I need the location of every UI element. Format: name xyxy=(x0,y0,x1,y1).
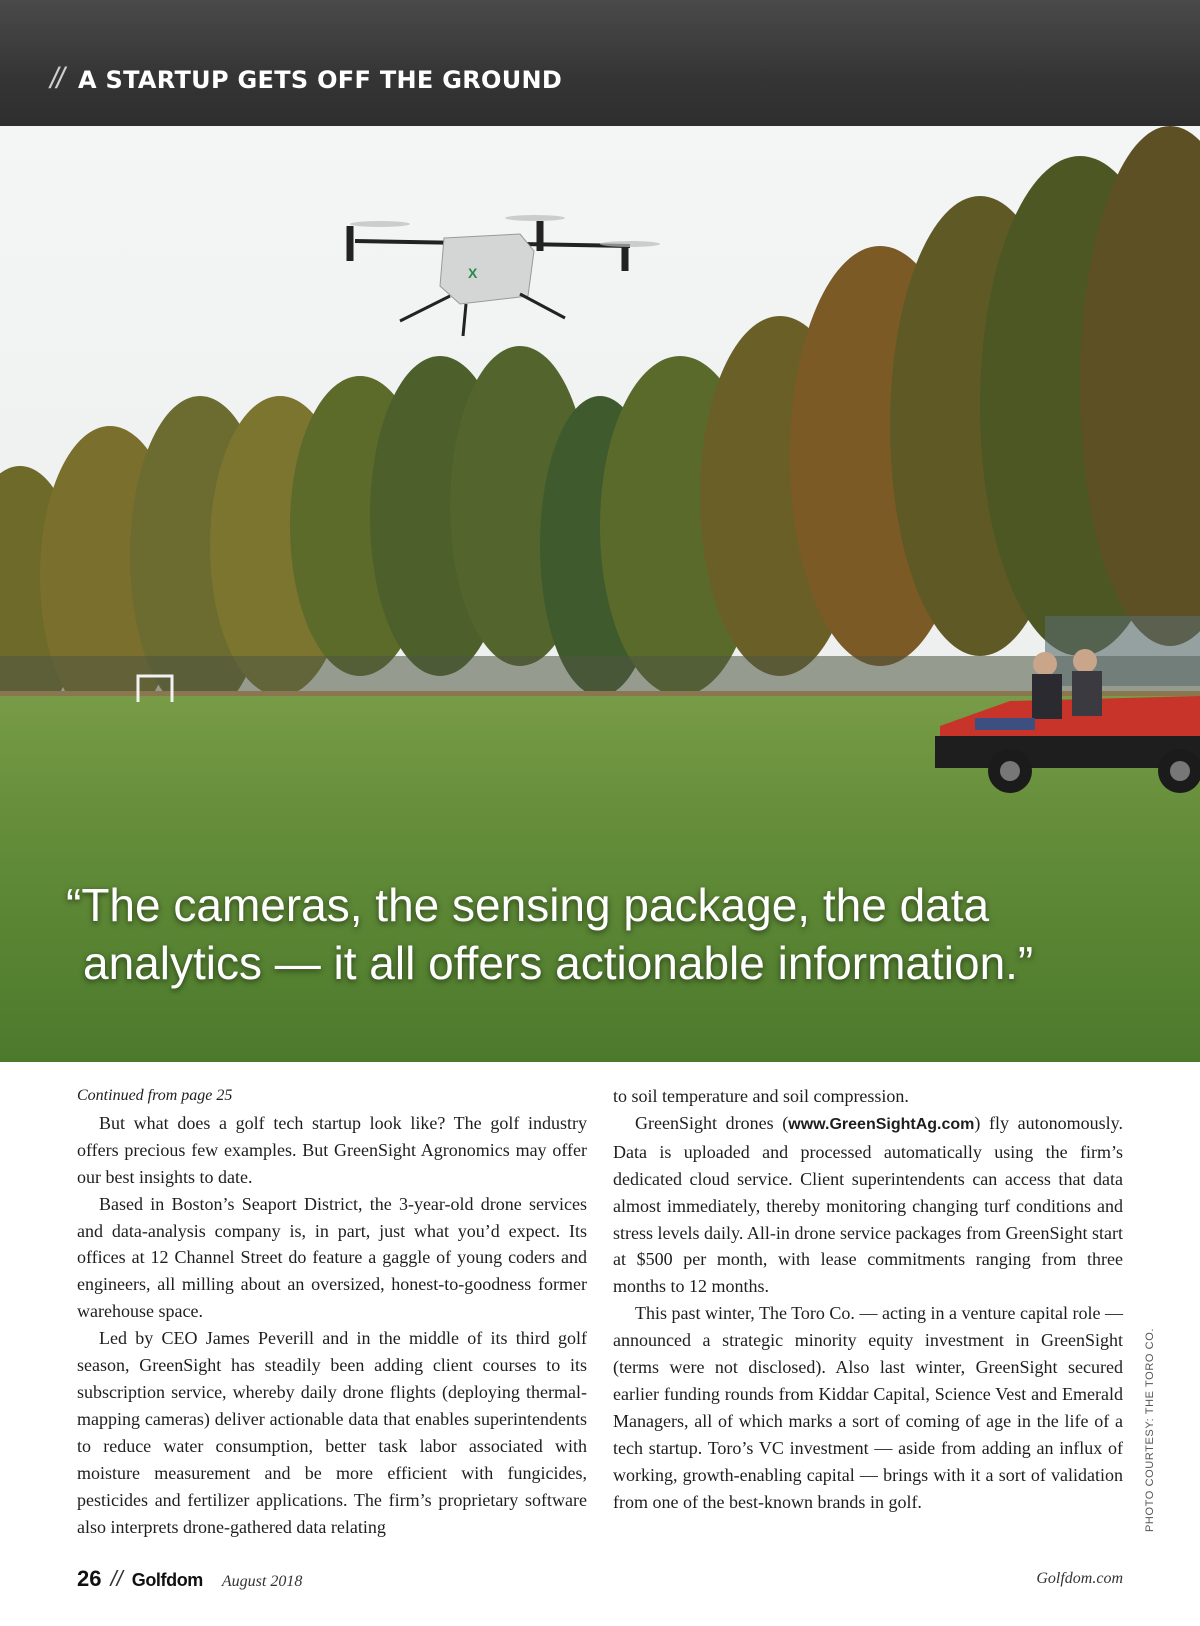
greensight-website-link[interactable]: www.GreenSightAg.com xyxy=(788,1115,975,1133)
svg-text:X: X xyxy=(468,265,478,281)
fence xyxy=(0,656,1200,696)
pull-quote xyxy=(66,876,1066,992)
issue-date: August 2018 xyxy=(221,1573,303,1590)
article-paragraph xyxy=(613,1110,1123,1300)
paragraph-text: GreenSight drones ( xyxy=(635,1112,789,1133)
article-column-left xyxy=(77,1083,587,1540)
footer-website[interactable]: Golfdom.com xyxy=(1036,1570,1123,1587)
article-paragraph: But what does a golf tech startup look like? The golf industry offers precious few examples. But GreenSight Agronomics may offer our best insights to date. xyxy=(77,1112,587,1187)
footer-separator: // xyxy=(110,1566,123,1591)
page-footer-left xyxy=(77,1566,302,1596)
section-header-band xyxy=(0,0,1200,126)
header-slashes: // xyxy=(50,62,63,95)
paragraph-text: ) fly autonomously. Data is uploaded and processed automatically using the firm’s dedicated cloud service. Client superintendents can access that data almost immediately, thereby monitoring changing turf conditions and stress levels daily. All-in drone service packages from GreenSight start at $500 per month, with lease commitments ranging from three months to 12 months. xyxy=(613,1112,1123,1297)
page-number: 26 xyxy=(77,1566,102,1591)
article-paragraph: This past winter, The Toro Co. — acting in a venture capital role — announced a strategic minority equity investment in GreenSight (terms were not disclosed). Also last winter, GreenSight secured earlier funding rounds from Kiddar Capital, Science Vest and Emerald Managers, all of which marks a sort of coming of age in the life of a tech startup. Toro’s VC investment — aside from adding an influx of working, growth-enabling capital — brings with it a sort of validation from one of the best-known brands in golf. xyxy=(613,1303,1123,1512)
magazine-brand: Golfdom xyxy=(131,1570,203,1590)
article-column-right xyxy=(613,1083,1123,1516)
pull-quote-line-2: analytics — it all offers actionable information.” xyxy=(83,937,1034,989)
article-paragraph: Based in Boston’s Seaport District, the 3-year-old drone services and data-analysis company is, in part, just what you’d expect. Its offices at 12 Channel Street do feature a gaggle of young coders and engineers, all milling about an oversized, honest-to-goodness former warehouse space. xyxy=(77,1193,587,1322)
article-paragraph: to soil temperature and soil compression. xyxy=(613,1086,909,1106)
section-kicker: A STARTUP GETS OFF THE GROUND xyxy=(78,66,563,94)
continued-from-note: Continued from page 25 xyxy=(77,1087,233,1104)
pull-quote-line-1: “The cameras, the sensing package, the data xyxy=(66,879,990,931)
photo-credit: PHOTO COURTESY: THE TORO CO. xyxy=(1144,1327,1156,1532)
article-paragraph: Led by CEO James Peverill and in the middle of its third golf season, GreenSight has steadily been adding client courses to its subscription service, whereby daily drone flights (deploying thermal-mapping cameras) deliver actionable data that enables superintendents to reduce water consumption, better task labor associated with moisture measurement and be more efficient with fungicides, pesticides and fertilizer applications. The firm’s proprietary software also interprets drone-gathered data relating xyxy=(77,1328,587,1537)
